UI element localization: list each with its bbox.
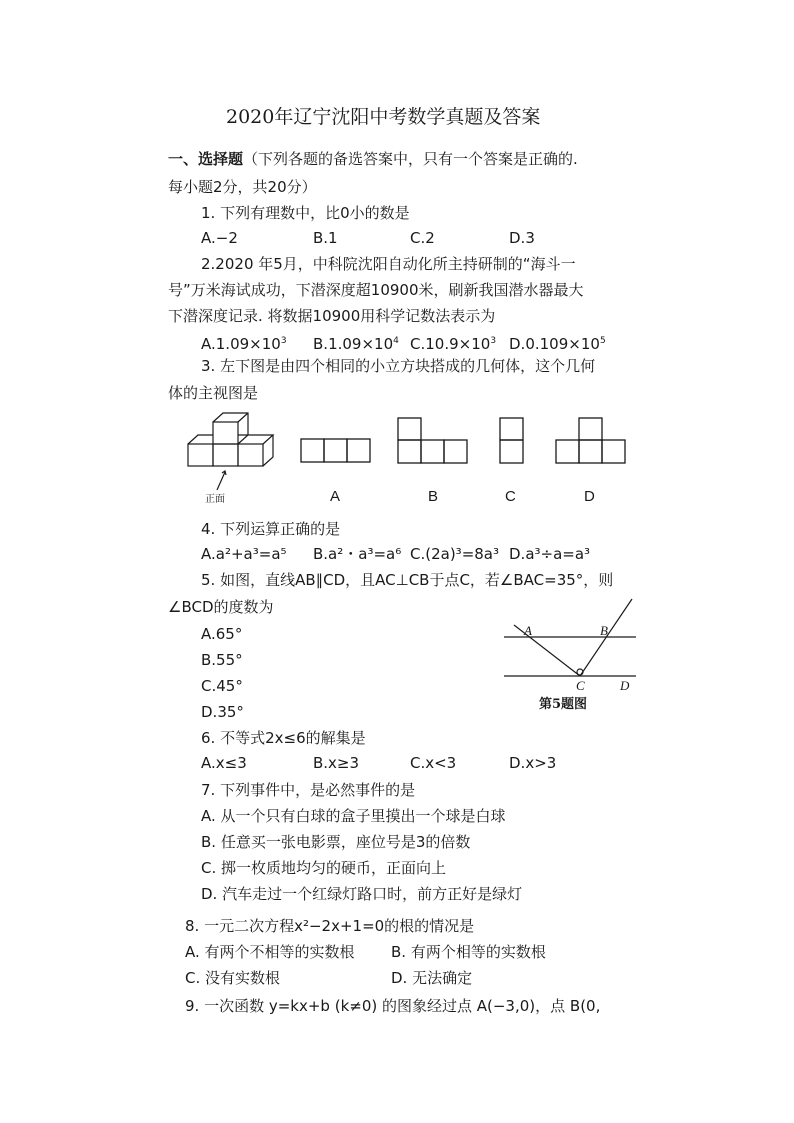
q5-figure (500, 597, 640, 687)
q6-stem: 6. 不等式2x≤6的解集是 (201, 729, 366, 747)
q2-option-a (201, 331, 287, 354)
q2-line2: 号”万米海试成功，下潜深度超10900米，刷新我国潜水器最大 (168, 281, 584, 299)
q1-option-b: B.1 (313, 229, 338, 247)
q2-option-b-base: 1.09×10 (328, 335, 394, 353)
q2-option-c (410, 331, 496, 354)
q1-stem: 1. 下列有理数中，比0小的数是 (201, 204, 410, 222)
q5-option-c: C.45° (201, 677, 243, 695)
q2-line1: 2.2020 年5月，中科院沈阳自动化所主持研制的“海斗一 (201, 255, 576, 273)
q3-label-b: B (428, 488, 439, 505)
q2-option-b (313, 331, 399, 354)
q7-option-b: B. 任意买一张电影票，座位号是3的倍数 (201, 833, 471, 851)
page-title: 2020年辽宁沈阳中考数学真题及答案 (226, 106, 541, 128)
q2-option-d (509, 331, 606, 354)
q8-stem: 8. 一元二次方程x²−2x+1=0的根的情况是 (185, 917, 475, 935)
q2-option-c-exp: 3 (490, 336, 497, 346)
q3-view-b (397, 416, 469, 466)
q5-option-b: B.55° (201, 651, 243, 669)
q2-option-a-base: 1.09×10 (215, 335, 281, 353)
section-heading-line (168, 149, 578, 169)
q6-option-d: D.x>3 (509, 754, 557, 772)
q2-option-a-exp: 3 (280, 336, 287, 346)
q8-option-a: A. 有两个不相等的实数根 (185, 943, 355, 961)
q3-label-a: A (330, 488, 341, 505)
q4-stem: 4. 下列运算正确的是 (201, 520, 341, 538)
q3-view-c (499, 416, 525, 466)
q4-option-a: A.a²+a³=a⁵ (201, 545, 287, 563)
q7-option-a: A. 从一个只有白球的盒子里摸出一个球是白球 (201, 807, 506, 825)
q1-option-a: A.−2 (201, 229, 238, 247)
q5-option-d: D.35° (201, 703, 244, 721)
q6-option-c: C.x<3 (410, 754, 457, 772)
q5-figure-caption: 第5题图 (539, 697, 588, 712)
q5-point-a: A (524, 623, 532, 638)
q8-option-d: D. 无法确定 (391, 969, 473, 987)
q3-view-d (555, 416, 627, 466)
q1-option-d: D.3 (509, 229, 535, 247)
q3-solid-figure (185, 410, 285, 510)
q3-line2: 体的主视图是 (168, 384, 259, 402)
q3-front-label: 正面 (205, 494, 225, 505)
q3-label-c: C (505, 488, 516, 505)
q9-stem: 9. 一次函数 y=kx+b (k≠0) 的图象经过点 A(−3,0)，点 B(0, (185, 997, 601, 1015)
q8-option-b: B. 有两个相等的实数根 (391, 943, 546, 961)
q2-option-c-base: 10.9×10 (425, 335, 491, 353)
section-note-line1: （下列各题的备选答案中，只有一个答案是正确的. (243, 150, 578, 168)
q3-line1: 3. 左下图是由四个相同的小立方块搭成的几何体，这个几何 (201, 357, 596, 375)
q2-line3: 下潜深度记录. 将数据10900用科学记数法表示为 (168, 307, 496, 325)
q5-line1: 5. 如图，直线AB∥CD，且AC⊥CB于点C，若∠BAC=35°，则 (201, 571, 614, 589)
q5-option-a: A.65° (201, 625, 243, 643)
section-heading: 一、选择题 (168, 150, 244, 168)
q3-label-d: D (584, 488, 595, 505)
q5-point-c: C (576, 678, 585, 693)
q7-option-c: C. 掷一枚质地均匀的硬币，正面向上 (201, 859, 447, 877)
q4-option-d: D.a³÷a=a³ (509, 545, 591, 563)
q3-view-a (300, 438, 372, 464)
q5-line2: ∠BCD的度数为 (168, 598, 274, 616)
q6-option-a: A.x≤3 (201, 754, 247, 772)
q2-option-a-label: A. (201, 335, 216, 353)
q2-option-b-exp: 4 (393, 336, 399, 346)
q1-option-c: C.2 (410, 229, 435, 247)
q2-option-d-exp: 5 (599, 336, 606, 346)
q5-point-d: D (620, 678, 630, 693)
q7-stem: 7. 下列事件中，是必然事件的是 (201, 781, 416, 799)
q7-option-d: D. 汽车走过一个红绿灯路口时，前方正好是绿灯 (201, 885, 523, 903)
q2-option-c-label: C. (410, 335, 426, 353)
q5-point-b: B (600, 623, 608, 638)
q4-option-c: C.(2a)³=8a³ (410, 545, 500, 563)
q2-option-d-base: 0.109×10 (525, 335, 600, 353)
q6-option-b: B.x≥3 (313, 754, 360, 772)
q2-option-d-label: D. (509, 335, 526, 353)
q8-option-c: C. 没有实数根 (185, 969, 281, 987)
section-note-line2: 每小题2分，共20分） (168, 178, 317, 196)
q2-option-b-label: B. (313, 335, 329, 353)
q4-option-b: B.a²・a³=a⁶ (313, 545, 402, 563)
